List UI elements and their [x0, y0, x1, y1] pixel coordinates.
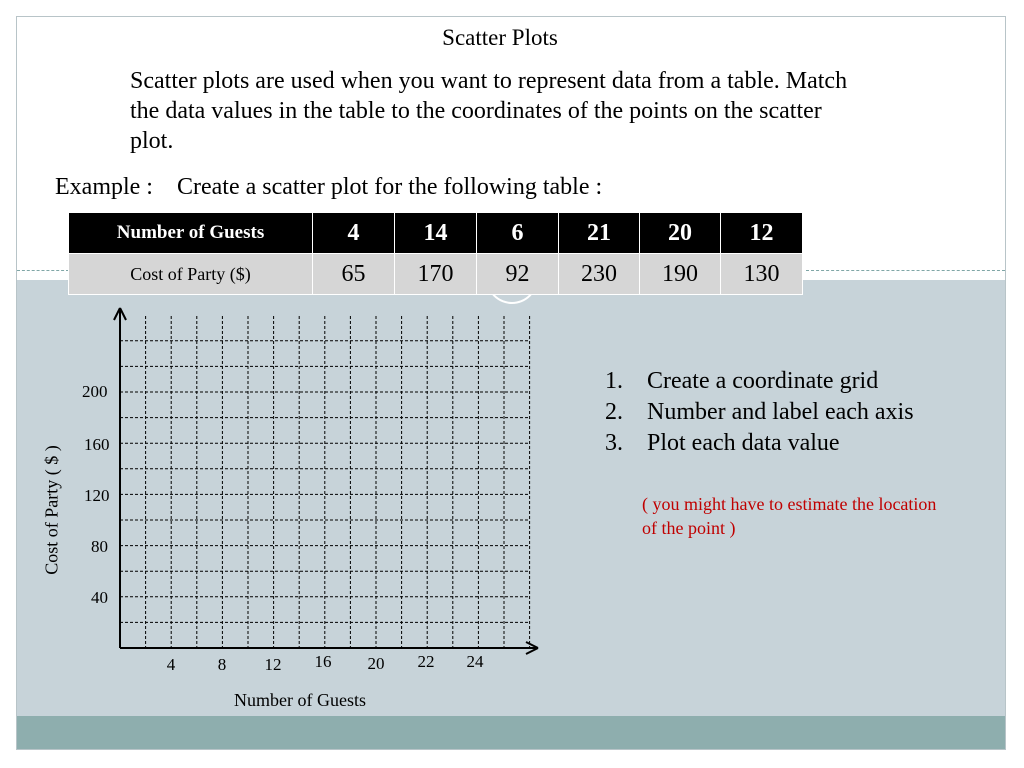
step-item	[605, 428, 937, 459]
step-text: Number and label each axis	[647, 399, 914, 425]
cost-value: 230	[559, 254, 640, 295]
y-tick-label: 120	[84, 486, 110, 505]
step-item	[605, 397, 937, 428]
x-tick-label: 20	[367, 654, 385, 673]
y-tick-label: 200	[82, 382, 108, 401]
cost-value: 92	[477, 254, 559, 295]
guests-value: 20	[640, 213, 721, 254]
x-tick-label: 4	[166, 655, 176, 674]
guests-label: Number of Guests	[69, 213, 313, 254]
x-tick-label: 12	[264, 655, 282, 674]
cost-value: 170	[395, 254, 477, 295]
x-tick-label: 8	[217, 655, 227, 674]
cost-label: Cost of Party ($)	[69, 254, 313, 295]
step-number: 1.	[605, 368, 623, 394]
step-number: 2.	[605, 399, 623, 425]
x-tick-label: 24	[466, 652, 484, 671]
cost-value: 190	[640, 254, 721, 295]
y-axis-label: Cost of Party ( $ )	[41, 445, 62, 575]
x-tick-label: 22	[417, 652, 435, 671]
cost-value: 130	[721, 254, 803, 295]
guests-value: 21	[559, 213, 640, 254]
step-item	[605, 366, 937, 397]
y-tick-label: 80	[91, 537, 108, 556]
step-text: Plot each data value	[647, 430, 840, 456]
slide-title: Scatter Plots	[442, 25, 558, 50]
y-tick-label: 40	[91, 588, 108, 607]
step-text: Create a coordinate grid	[647, 368, 879, 394]
estimate-note: ( you might have to estimate the location of the point )	[642, 494, 937, 538]
guests-value: 6	[477, 213, 559, 254]
y-tick-label: 160	[84, 435, 110, 454]
x-axis-label: Number of Guests	[234, 690, 366, 710]
x-tick-label: 16	[314, 652, 332, 671]
cost-value: 65	[313, 254, 395, 295]
steps-list	[605, 366, 937, 459]
guests-value: 4	[313, 213, 395, 254]
step-number: 3.	[605, 430, 623, 456]
example-text: Example : Create a scatter plot for the following table :	[55, 174, 603, 200]
intro-text: Scatter plots are used when you want to represent data from a table. Match the data values in the table to the coordinates of the points on the scatter plot.	[130, 68, 848, 154]
guests-value: 14	[395, 213, 477, 254]
guests-value: 12	[721, 213, 803, 254]
